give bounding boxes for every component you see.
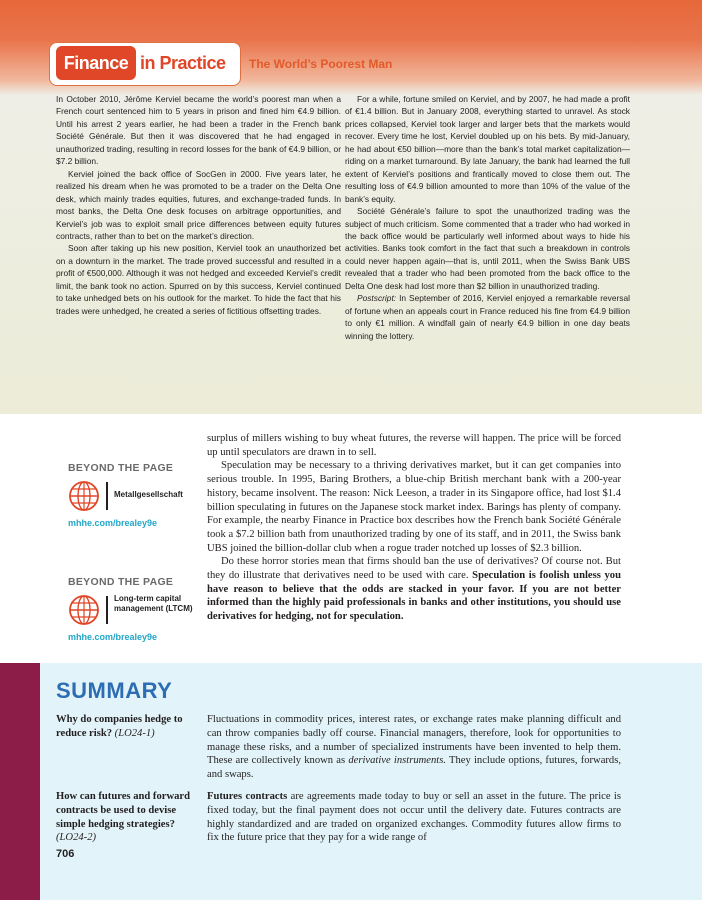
beyond-the-page-metallgesellschaft[interactable] [68, 462, 198, 528]
box-postscript [345, 292, 630, 342]
learning-objective-ref: (LO24-2) [56, 832, 97, 844]
postscript-label: Postscript: [357, 293, 397, 304]
box-paragraph: Kerviel joined the back office of SocGen in 2000. Five years later, he realized his dream when he was promoted to be a trader on the Delta One desk, which mainly trades equities, futures, and exchange-traded funds. In most banks, the Delta One desk focuses on arbitrage opportunities, and Kerviel’s job was to exploit small price differences between equity futures contracts, rather than to bet on the market’s direction. [56, 168, 341, 241]
badge-finance-label: Finance [56, 46, 136, 80]
postscript-text: In September of 2016, Kerviel enjoyed a remarkable reversal of fortune when an appeals court in France reduced his fine from €4.9 billion to only €1 million. A windfall gain of nearly €4.9 billion in one day beats winning the lottery. [345, 293, 630, 341]
box-left-column [56, 93, 341, 317]
body-emphasis: Speculation is foolish unless you have reason to believe that the odds are stacked in your favor. If you are not better informed than the highly paid professionals in banks and other institutions, you should use derivatives for hedging, not for speculation. [207, 570, 621, 623]
box-paragraph: Soon after taking up his new position, Kerviel took an unauthorized bet on a downturn in the market. The trade proved successful and resulted in a profit of €500,000. Although it was not hedged and exceeded Kerviel’s credit limit, the bank took no action. Spurred on by this success, Kerviel continued to take unhedged bets on his outlook for the market. To hide the fact that his trades were unhedged, he created a series of fictitious offsetting trades. [56, 243, 341, 316]
box-title: The World’s Poorest Man [249, 57, 393, 71]
page-number: 706 [56, 848, 75, 860]
body-paragraph: Speculation may be necessary to a thriving derivatives market, but it can get companies into serious trouble. In 1995, Baring Brothers, a blue-chip British merchant bank with a 200-year history, became insolvent. The reason: Nick Leeson, a trader in its Singapore office, had lost $1.4 billion speculating in futures on the Japanese stock market index. Barings has plenty of company. For example, the nearby Finance in Practice box describes how the French bank Société Générale took a $7.2 billion bath from unauthorized trading by one of its staff, and in 2011, the Swiss bank UBS joined the billion-dollar club when a rogue trader notched up losses of $2.3 billion. [207, 460, 621, 554]
beyond-the-page-ltcm[interactable] [68, 576, 198, 642]
body-paragraph [207, 555, 621, 624]
beyond-the-page-title: BEYOND THE PAGE [68, 576, 174, 588]
box-right-column [345, 93, 630, 342]
body-text: Do these horror stories mean that firms should ban the use of derivatives? Of course not. But they do illustrate that derivatives need to be used with care. [207, 556, 621, 582]
question-text: Why do companies hedge to reduce risk? [56, 714, 183, 739]
beyond-the-page-link[interactable]: mhhe.com/brealey9e [68, 518, 158, 528]
globe-icon [68, 594, 100, 626]
summary-title: SUMMARY [56, 678, 173, 703]
divider [106, 482, 108, 510]
answer-text: are agreements made today to buy or sell an asset in the future. The price is fixed today, but the final payment does not occur until the delivery date. Futures contracts are highly standardized and are traded on organized exchanges. Commodity futures allow firms to fix the future price that they pay for a wide range of [207, 791, 621, 844]
badge-practice-label: in Practice [140, 53, 226, 73]
beyond-the-page-title: BEYOND THE PAGE [68, 462, 174, 474]
summary-question [56, 790, 196, 845]
answer-term: Futures contracts [207, 791, 288, 802]
main-text [207, 432, 621, 624]
summary-question [56, 713, 196, 741]
answer-text: Fluctuations in commodity prices, interest rates, or exchange rates make planning difficult and can throw companies badly off course. Financial managers, therefore, look for opportunities to manage these risks, and a number of specialized instruments have been invented to help them. These are collectively known as [207, 714, 621, 767]
globe-icon [68, 480, 100, 512]
learning-objective-ref: (LO24-1) [114, 727, 155, 739]
box-paragraph: Société Générale’s failure to spot the unauthorized trading was the subject of much criticism. Some commented that a trader who had worked in the back office would be particularly well informed about ways to hide his activities. Banks took comfort in the fact that such a breakdown in controls could never happen again—that is, until 2011, when the Swiss Bank UBS revealed that a trader who had been promoted from the back office to the Delta One desk had lost more than $2 billion in unauthorized trading. [345, 206, 630, 291]
answer-italic: derivative instruments. [348, 755, 446, 767]
body-paragraph: surplus of millers wishing to buy wheat futures, the reverse will happen. The price will be forced up until speculators are drawn in to sell. [207, 433, 621, 458]
divider [106, 596, 108, 624]
beyond-the-page-label: Metallgesellschaft [114, 490, 183, 499]
box-paragraph: In October 2010, Jérôme Kerviel became the world’s poorest man when a French court sentenced him to 5 years in prison and fined him €4.9 billion. Until his arrest 2 years earlier, he had been a trader in the French bank Société Générale. But then it was discovered that he had engaged in unauthorized trading, resulting in record losses for the bank of €4.9 billion, or $7.2 billion. [56, 94, 341, 167]
box-paragraph: For a while, fortune smiled on Kerviel, and by 2007, he had made a profit of €1.4 billion. But in January 2008, everything started to unravel. As stock prices collapsed, Kerviel took larger and larger bets that the markets would recover. Every time he lost, Kerviel doubled up on his bets. By mid-January, he had about €50 billion—more than the bank’s total market capitalization—riding on a market turnaround. By late January, the bank had learned the full extent of Kerviel’s positions and frantically moved to close them out. The resulting loss of €4.9 billion amounted to more than 10% of the value of the bank’s equity. [345, 94, 630, 204]
summary-answer [207, 713, 621, 782]
answer-text: They include options, futures, forwards, and swaps. [207, 755, 622, 781]
question-text: How can futures and forward contracts be used to devise simple hedging strategies? [56, 791, 190, 830]
summary-stripe [0, 663, 40, 900]
beyond-the-page-link[interactable]: mhhe.com/brealey9e [68, 632, 158, 642]
beyond-the-page-label: Long-term capital management (LTCM) [114, 594, 193, 613]
summary-answer [207, 790, 621, 845]
